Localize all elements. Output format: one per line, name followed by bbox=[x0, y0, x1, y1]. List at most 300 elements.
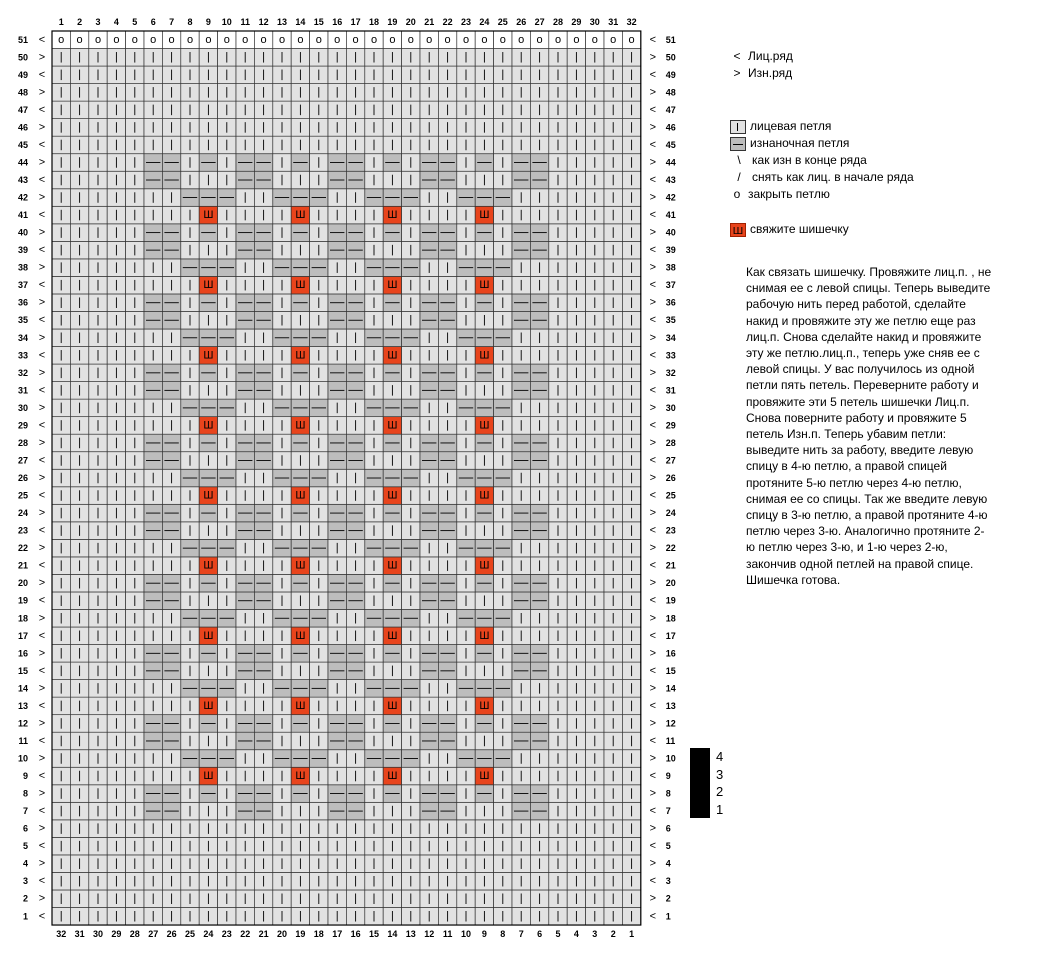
bobble-symbol: Ш bbox=[387, 419, 398, 432]
instruction-line: Как связать шишечку. Провяжите лиц.п. , не bbox=[746, 265, 992, 279]
row-number-left: 45 bbox=[17, 139, 28, 150]
legend-rs-label: Лиц.ряд bbox=[748, 49, 793, 63]
row-number-right: 20 bbox=[665, 578, 676, 589]
cast-off-symbol: o bbox=[315, 33, 322, 46]
row-marker-right: > bbox=[649, 366, 657, 379]
legend-edge-end-row bbox=[730, 152, 1050, 169]
column-label-bottom: 22 bbox=[240, 929, 251, 940]
row-number-right: 1 bbox=[665, 911, 671, 922]
cast-off-symbol: o bbox=[94, 33, 102, 46]
instruction-line: эту же петлю.лиц.п., теперь уже сняв ее с bbox=[746, 346, 980, 361]
row-number-right: 34 bbox=[665, 332, 676, 343]
row-number-right: 18 bbox=[665, 613, 676, 624]
bobble-symbol: Ш bbox=[387, 209, 398, 222]
row-marker-left: < bbox=[38, 699, 46, 712]
row-number-right: 47 bbox=[665, 104, 676, 115]
column-label-bottom: 15 bbox=[368, 929, 380, 940]
cast-off-symbol: o bbox=[278, 33, 286, 46]
column-label-bottom: 8 bbox=[500, 929, 506, 940]
row-marker-right: > bbox=[649, 261, 657, 274]
row-marker-right: > bbox=[649, 717, 657, 730]
row-marker-right: > bbox=[649, 612, 657, 625]
legend-rs-symbol: < bbox=[733, 49, 741, 63]
legend-bobble-row bbox=[730, 221, 1050, 238]
legend-ws-row bbox=[730, 65, 1050, 82]
row-number-left: 29 bbox=[17, 420, 28, 431]
cast-off-symbol: o bbox=[591, 33, 598, 46]
row-number-right: 7 bbox=[665, 806, 671, 817]
legend-purl-label: изнаночная петля bbox=[750, 136, 850, 150]
row-marker-left: < bbox=[38, 734, 46, 747]
column-label-bottom: 1 bbox=[629, 929, 635, 940]
cast-off-symbol: o bbox=[628, 33, 635, 46]
column-label-bottom: 10 bbox=[460, 929, 472, 940]
row-marker-left: < bbox=[38, 910, 46, 923]
row-number-right: 21 bbox=[665, 560, 676, 571]
column-label-bottom: 28 bbox=[129, 929, 140, 940]
column-label-top: 9 bbox=[205, 17, 211, 27]
bobble-symbol: Ш bbox=[295, 419, 306, 432]
row-number-left: 33 bbox=[17, 350, 28, 361]
row-marker-left: < bbox=[38, 770, 46, 783]
row-number-right: 14 bbox=[665, 683, 676, 694]
row-number-left: 5 bbox=[22, 841, 28, 852]
column-label-top: 7 bbox=[169, 17, 175, 27]
instruction-line: петлю через 3-ю. Аналогично протяните 2- bbox=[746, 524, 985, 539]
instruction-line: снимая ее с левой спицы. Теперь выведите bbox=[746, 281, 991, 296]
column-label-bottom: 19 bbox=[295, 929, 306, 940]
row-marker-right: > bbox=[649, 436, 657, 449]
bobble-symbol: Ш bbox=[295, 699, 306, 712]
row-number-right: 11 bbox=[665, 735, 676, 746]
row-marker-right: > bbox=[649, 682, 657, 695]
cast-off-symbol: o bbox=[352, 33, 359, 46]
column-label-top: 10 bbox=[221, 17, 232, 27]
cast-off-symbol: o bbox=[554, 33, 562, 46]
bobble-symbol: Ш bbox=[295, 279, 306, 292]
instruction-line: спицу в 3-ю петлю, а правой протяните 4-ю bbox=[746, 508, 988, 523]
row-marker-right: > bbox=[649, 892, 657, 905]
column-label-top: 26 bbox=[516, 17, 527, 27]
row-marker-left: < bbox=[38, 875, 46, 888]
cast-off-symbol: o bbox=[426, 33, 433, 46]
cast-off-symbol: o bbox=[334, 33, 341, 46]
row-marker-left: > bbox=[38, 787, 46, 800]
row-number-right: 35 bbox=[665, 315, 676, 326]
column-label-top: 18 bbox=[368, 17, 380, 27]
cast-off-symbol: o bbox=[260, 33, 267, 46]
row-marker-right: < bbox=[649, 384, 657, 397]
column-label-top: 31 bbox=[608, 17, 619, 27]
column-label-bottom: 2 bbox=[610, 929, 616, 940]
row-marker-left: > bbox=[38, 296, 46, 309]
cast-off-symbol: o bbox=[481, 33, 488, 46]
row-number-left: 44 bbox=[17, 157, 28, 168]
row-marker-left: > bbox=[38, 261, 46, 274]
row-number-left: 51 bbox=[17, 34, 28, 45]
bobble-symbol: Ш bbox=[387, 699, 398, 712]
row-number-left: 19 bbox=[17, 595, 28, 606]
legend bbox=[730, 48, 1050, 238]
column-label-bottom: 31 bbox=[74, 929, 85, 940]
row-number-left: 10 bbox=[17, 753, 28, 764]
row-marker-left: > bbox=[38, 121, 46, 134]
column-label-bottom: 25 bbox=[184, 929, 196, 940]
row-marker-right: > bbox=[649, 542, 657, 555]
column-label-bottom: 18 bbox=[313, 929, 324, 940]
row-number-right: 12 bbox=[665, 718, 676, 729]
column-label-bottom: 32 bbox=[56, 929, 67, 940]
row-marker-right: < bbox=[649, 594, 657, 607]
row-marker-left: > bbox=[38, 436, 46, 449]
cast-off-symbol: o bbox=[297, 33, 304, 46]
row-number-left: 18 bbox=[17, 613, 28, 624]
legend-edge-start-row bbox=[730, 169, 1050, 186]
row-number-right: 32 bbox=[665, 367, 676, 378]
instruction-line: снимая ее со спицы. Так же введите левую bbox=[746, 491, 988, 506]
cast-off-symbol: o bbox=[370, 33, 378, 46]
row-marker-right: < bbox=[649, 805, 657, 818]
instruction-line: провяжите эти 5 петель шишечки Лиц.п. bbox=[746, 394, 970, 409]
row-marker-left: > bbox=[38, 822, 46, 835]
column-label-bottom: 29 bbox=[111, 929, 122, 940]
column-label-top: 3 bbox=[95, 17, 101, 27]
row-marker-right: > bbox=[649, 401, 657, 414]
row-marker-right: > bbox=[649, 577, 657, 590]
column-label-top: 29 bbox=[571, 17, 582, 27]
legend-edge-end-label: как изн в конце ряда bbox=[752, 153, 867, 167]
bobble-symbol: Ш bbox=[387, 279, 398, 292]
row-marker-right: > bbox=[649, 121, 657, 134]
bobble-symbol: Ш bbox=[479, 349, 490, 362]
row-number-left: 22 bbox=[17, 543, 28, 554]
row-number-left: 17 bbox=[17, 630, 28, 641]
column-label-bottom: 14 bbox=[387, 929, 398, 940]
bobble-symbol: Ш bbox=[295, 629, 306, 642]
row-number-right: 3 bbox=[665, 876, 671, 887]
row-number-left: 47 bbox=[17, 104, 28, 115]
row-marker-left: > bbox=[38, 226, 46, 239]
instruction-line: спицу в 4-ю петлю, а правой спицей bbox=[746, 459, 947, 474]
bobble-symbol: Ш bbox=[203, 279, 214, 292]
row-number-right: 46 bbox=[665, 122, 676, 133]
cast-off-symbol: o bbox=[242, 33, 249, 46]
row-repeat-number: 3 bbox=[716, 766, 724, 782]
row-number-right: 4 bbox=[665, 858, 671, 869]
column-label-bottom: 6 bbox=[537, 929, 543, 940]
row-marker-right: < bbox=[649, 840, 657, 853]
row-marker-left: > bbox=[38, 472, 46, 485]
cast-off-symbol: o bbox=[205, 33, 212, 46]
row-marker-right: < bbox=[649, 138, 657, 151]
column-label-bottom: 21 bbox=[258, 929, 269, 940]
legend-castoff-row bbox=[730, 186, 1050, 203]
cast-off-symbol: o bbox=[610, 33, 617, 46]
row-marker-right: < bbox=[649, 244, 657, 257]
row-marker-left: > bbox=[38, 612, 46, 625]
column-label-bottom: 23 bbox=[221, 929, 232, 940]
row-number-right: 27 bbox=[665, 455, 676, 466]
row-number-right: 30 bbox=[665, 402, 676, 413]
instruction-line: петель Изн.п. Теперь убавим петли: bbox=[746, 427, 947, 442]
column-label-bottom: 7 bbox=[518, 929, 524, 940]
legend-castoff-symbol: o bbox=[733, 187, 741, 201]
legend-edge-start-symbol: / bbox=[737, 170, 741, 184]
row-marker-left: < bbox=[38, 419, 46, 432]
cast-off-symbol: o bbox=[407, 33, 414, 46]
cast-off-symbol: o bbox=[186, 33, 194, 46]
row-number-left: 40 bbox=[17, 227, 28, 238]
row-number-right: 8 bbox=[665, 788, 671, 799]
row-number-left: 35 bbox=[17, 315, 28, 326]
row-marker-left: > bbox=[38, 366, 46, 379]
row-number-left: 38 bbox=[17, 262, 28, 273]
row-marker-left: < bbox=[38, 840, 46, 853]
cast-off-symbol: o bbox=[58, 33, 65, 46]
bobble-symbol: Ш bbox=[479, 489, 490, 502]
instruction-line: лиц.п. Снова сделайте накид и провяжите bbox=[746, 329, 982, 344]
column-label-bottom: 27 bbox=[148, 929, 159, 940]
column-label-top: 13 bbox=[276, 17, 288, 27]
row-marker-right: < bbox=[649, 419, 657, 432]
row-number-left: 31 bbox=[17, 385, 28, 396]
row-marker-left: < bbox=[38, 33, 46, 46]
row-marker-left: > bbox=[38, 51, 46, 64]
cast-off-symbol: o bbox=[131, 33, 138, 46]
row-number-left: 13 bbox=[17, 700, 28, 711]
row-marker-left: < bbox=[38, 805, 46, 818]
row-marker-right: > bbox=[649, 86, 657, 99]
row-number-right: 37 bbox=[665, 280, 676, 291]
row-marker-right: < bbox=[649, 454, 657, 467]
row-number-left: 34 bbox=[17, 332, 28, 343]
instruction-line: протяните 5-ю петлю через 4-ю петлю, bbox=[746, 475, 962, 490]
row-number-right: 48 bbox=[665, 87, 676, 98]
row-marker-left: > bbox=[38, 647, 46, 660]
row-marker-left: > bbox=[38, 507, 46, 520]
column-label-top: 24 bbox=[479, 17, 490, 27]
row-marker-right: > bbox=[649, 822, 657, 835]
row-number-right: 33 bbox=[665, 350, 676, 361]
row-marker-right: < bbox=[649, 875, 657, 888]
row-marker-left: < bbox=[38, 174, 46, 187]
row-number-right: 38 bbox=[665, 262, 676, 273]
bobble-symbol: Ш bbox=[479, 629, 490, 642]
bobble-symbol: Ш bbox=[387, 629, 398, 642]
row-number-left: 50 bbox=[17, 52, 28, 63]
row-number-left: 4 bbox=[22, 858, 28, 869]
row-number-left: 8 bbox=[22, 788, 28, 799]
column-label-bottom: 20 bbox=[276, 929, 288, 940]
row-number-right: 24 bbox=[665, 508, 676, 519]
cast-off-symbol: o bbox=[444, 33, 451, 46]
row-number-left: 1 bbox=[22, 911, 28, 922]
bobble-stitch-icon: Ш bbox=[730, 223, 746, 237]
row-marker-left: < bbox=[38, 244, 46, 257]
row-marker-left: > bbox=[38, 857, 46, 870]
row-number-right: 50 bbox=[665, 52, 676, 63]
row-number-right: 16 bbox=[665, 648, 676, 659]
row-number-right: 9 bbox=[665, 771, 671, 782]
row-repeat-numbers bbox=[716, 748, 723, 818]
column-label-top: 21 bbox=[424, 17, 435, 27]
column-label-bottom: 13 bbox=[405, 929, 416, 940]
row-marker-right: > bbox=[649, 787, 657, 800]
column-label-top: 4 bbox=[113, 17, 119, 27]
row-marker-right: < bbox=[649, 559, 657, 572]
instruction-line: рабочую нить перед работой, сделайте bbox=[746, 297, 966, 312]
bobble-symbol: Ш bbox=[387, 559, 398, 572]
row-marker-left: > bbox=[38, 717, 46, 730]
column-label-top: 27 bbox=[534, 17, 545, 27]
row-number-left: 39 bbox=[17, 245, 28, 256]
row-marker-left: < bbox=[38, 138, 46, 151]
bobble-symbol: Ш bbox=[203, 629, 214, 642]
column-label-bottom: 4 bbox=[573, 929, 579, 940]
row-marker-left: > bbox=[38, 86, 46, 99]
row-marker-right: < bbox=[649, 103, 657, 116]
cast-off-symbol: o bbox=[536, 33, 543, 46]
row-number-left: 21 bbox=[17, 560, 28, 571]
row-repeat-number: 1 bbox=[716, 801, 724, 817]
bobble-symbol: Ш bbox=[295, 489, 306, 502]
row-number-right: 45 bbox=[665, 139, 676, 150]
cast-off-symbol: o bbox=[389, 33, 396, 46]
cast-off-symbol: o bbox=[462, 33, 470, 46]
row-number-left: 9 bbox=[22, 771, 28, 782]
row-marker-right: < bbox=[649, 524, 657, 537]
row-marker-right: < bbox=[649, 209, 657, 222]
column-label-top: 14 bbox=[295, 17, 306, 27]
row-number-left: 37 bbox=[17, 280, 28, 291]
instruction-line: ю петлю через 3-ю, и 1-ю через 2-ю, bbox=[746, 540, 948, 555]
row-marker-left: > bbox=[38, 191, 46, 204]
row-marker-right: > bbox=[649, 647, 657, 660]
bobble-symbol: Ш bbox=[203, 770, 214, 783]
row-number-right: 29 bbox=[665, 420, 676, 431]
row-number-right: 19 bbox=[665, 595, 676, 606]
bobble-symbol: Ш bbox=[295, 770, 306, 783]
row-number-left: 25 bbox=[17, 490, 28, 501]
row-marker-right: > bbox=[649, 51, 657, 64]
row-number-left: 28 bbox=[17, 437, 28, 448]
column-label-top: 22 bbox=[442, 17, 453, 27]
column-label-top: 2 bbox=[77, 17, 83, 27]
bobble-symbol: Ш bbox=[203, 209, 214, 222]
bobble-symbol: Ш bbox=[203, 349, 214, 362]
row-marker-left: < bbox=[38, 454, 46, 467]
row-repeat-number: 4 bbox=[716, 749, 724, 764]
row-number-left: 46 bbox=[17, 122, 28, 133]
cast-off-symbol: o bbox=[223, 33, 230, 46]
row-number-right: 40 bbox=[665, 227, 676, 238]
row-repeat-number: 2 bbox=[716, 784, 724, 799]
instruction-line: петли пять петель. Переверните работу и bbox=[746, 378, 979, 393]
bobble-symbol: Ш bbox=[479, 699, 490, 712]
row-number-left: 30 bbox=[17, 402, 28, 413]
row-number-left: 48 bbox=[17, 87, 28, 98]
row-number-right: 51 bbox=[665, 34, 676, 45]
row-marker-left: > bbox=[38, 401, 46, 414]
row-number-right: 31 bbox=[665, 385, 676, 396]
column-label-bottom: 5 bbox=[555, 929, 561, 940]
bobble-symbol: Ш bbox=[203, 489, 214, 502]
legend-ws-symbol: > bbox=[733, 66, 741, 80]
row-marker-right: < bbox=[649, 910, 657, 923]
row-number-left: 20 bbox=[17, 578, 28, 589]
row-number-left: 49 bbox=[17, 69, 28, 80]
row-number-left: 36 bbox=[17, 297, 28, 308]
bobble-symbol: Ш bbox=[203, 419, 214, 432]
legend-knit-label: лицевая петля bbox=[750, 119, 832, 133]
row-number-left: 12 bbox=[17, 718, 28, 729]
row-marker-left: < bbox=[38, 559, 46, 572]
legend-rs-row bbox=[730, 48, 1050, 65]
bobble-symbol: Ш bbox=[295, 349, 306, 362]
row-number-right: 26 bbox=[665, 473, 676, 484]
row-marker-left: < bbox=[38, 629, 46, 642]
row-marker-left: < bbox=[38, 103, 46, 116]
column-label-bottom: 30 bbox=[92, 929, 104, 940]
row-marker-right: > bbox=[649, 752, 657, 765]
row-number-left: 41 bbox=[17, 210, 28, 221]
row-marker-left: < bbox=[38, 489, 46, 502]
column-label-top: 20 bbox=[405, 17, 416, 27]
legend-edge-start-label: снять как лиц. в начале ряда bbox=[752, 170, 914, 184]
column-label-top: 23 bbox=[460, 17, 472, 27]
row-number-right: 23 bbox=[665, 525, 676, 536]
instruction-line: левой спицы. У вас получилось из одной bbox=[746, 362, 975, 377]
column-label-bottom: 26 bbox=[166, 929, 177, 940]
column-label-top: 25 bbox=[497, 17, 508, 27]
row-marker-left: > bbox=[38, 156, 46, 169]
row-marker-left: > bbox=[38, 542, 46, 555]
bobble-symbol: Ш bbox=[203, 699, 214, 712]
row-marker-right: < bbox=[649, 314, 657, 327]
bobble-symbol: Ш bbox=[479, 770, 490, 783]
cast-off-symbol: o bbox=[150, 33, 157, 46]
column-label-top: 6 bbox=[150, 17, 156, 27]
row-number-right: 13 bbox=[665, 700, 676, 711]
row-marker-right: > bbox=[649, 156, 657, 169]
row-marker-right: < bbox=[649, 174, 657, 187]
row-marker-left: < bbox=[38, 384, 46, 397]
row-marker-right: > bbox=[649, 226, 657, 239]
column-label-top: 1 bbox=[58, 17, 64, 27]
row-number-right: 22 bbox=[665, 543, 676, 554]
row-number-left: 32 bbox=[17, 367, 28, 378]
legend-castoff-label: закрыть петлю bbox=[748, 187, 830, 201]
row-marker-left: < bbox=[38, 524, 46, 537]
row-number-right: 39 bbox=[665, 245, 676, 256]
column-label-bottom: 17 bbox=[332, 929, 343, 940]
bobble-symbol: Ш bbox=[387, 770, 398, 783]
row-marker-right: < bbox=[649, 33, 657, 46]
bobble-symbol: Ш bbox=[387, 349, 398, 362]
row-marker-left: < bbox=[38, 279, 46, 292]
row-marker-left: > bbox=[38, 331, 46, 344]
column-label-top: 16 bbox=[332, 17, 343, 27]
row-number-right: 44 bbox=[665, 157, 676, 168]
column-label-top: 12 bbox=[258, 17, 269, 27]
row-marker-right: < bbox=[649, 770, 657, 783]
row-marker-left: > bbox=[38, 577, 46, 590]
row-number-left: 3 bbox=[22, 876, 28, 887]
row-marker-right: > bbox=[649, 331, 657, 344]
bobble-symbol: Ш bbox=[479, 209, 490, 222]
row-number-left: 24 bbox=[17, 508, 28, 519]
column-label-top: 17 bbox=[350, 17, 361, 27]
